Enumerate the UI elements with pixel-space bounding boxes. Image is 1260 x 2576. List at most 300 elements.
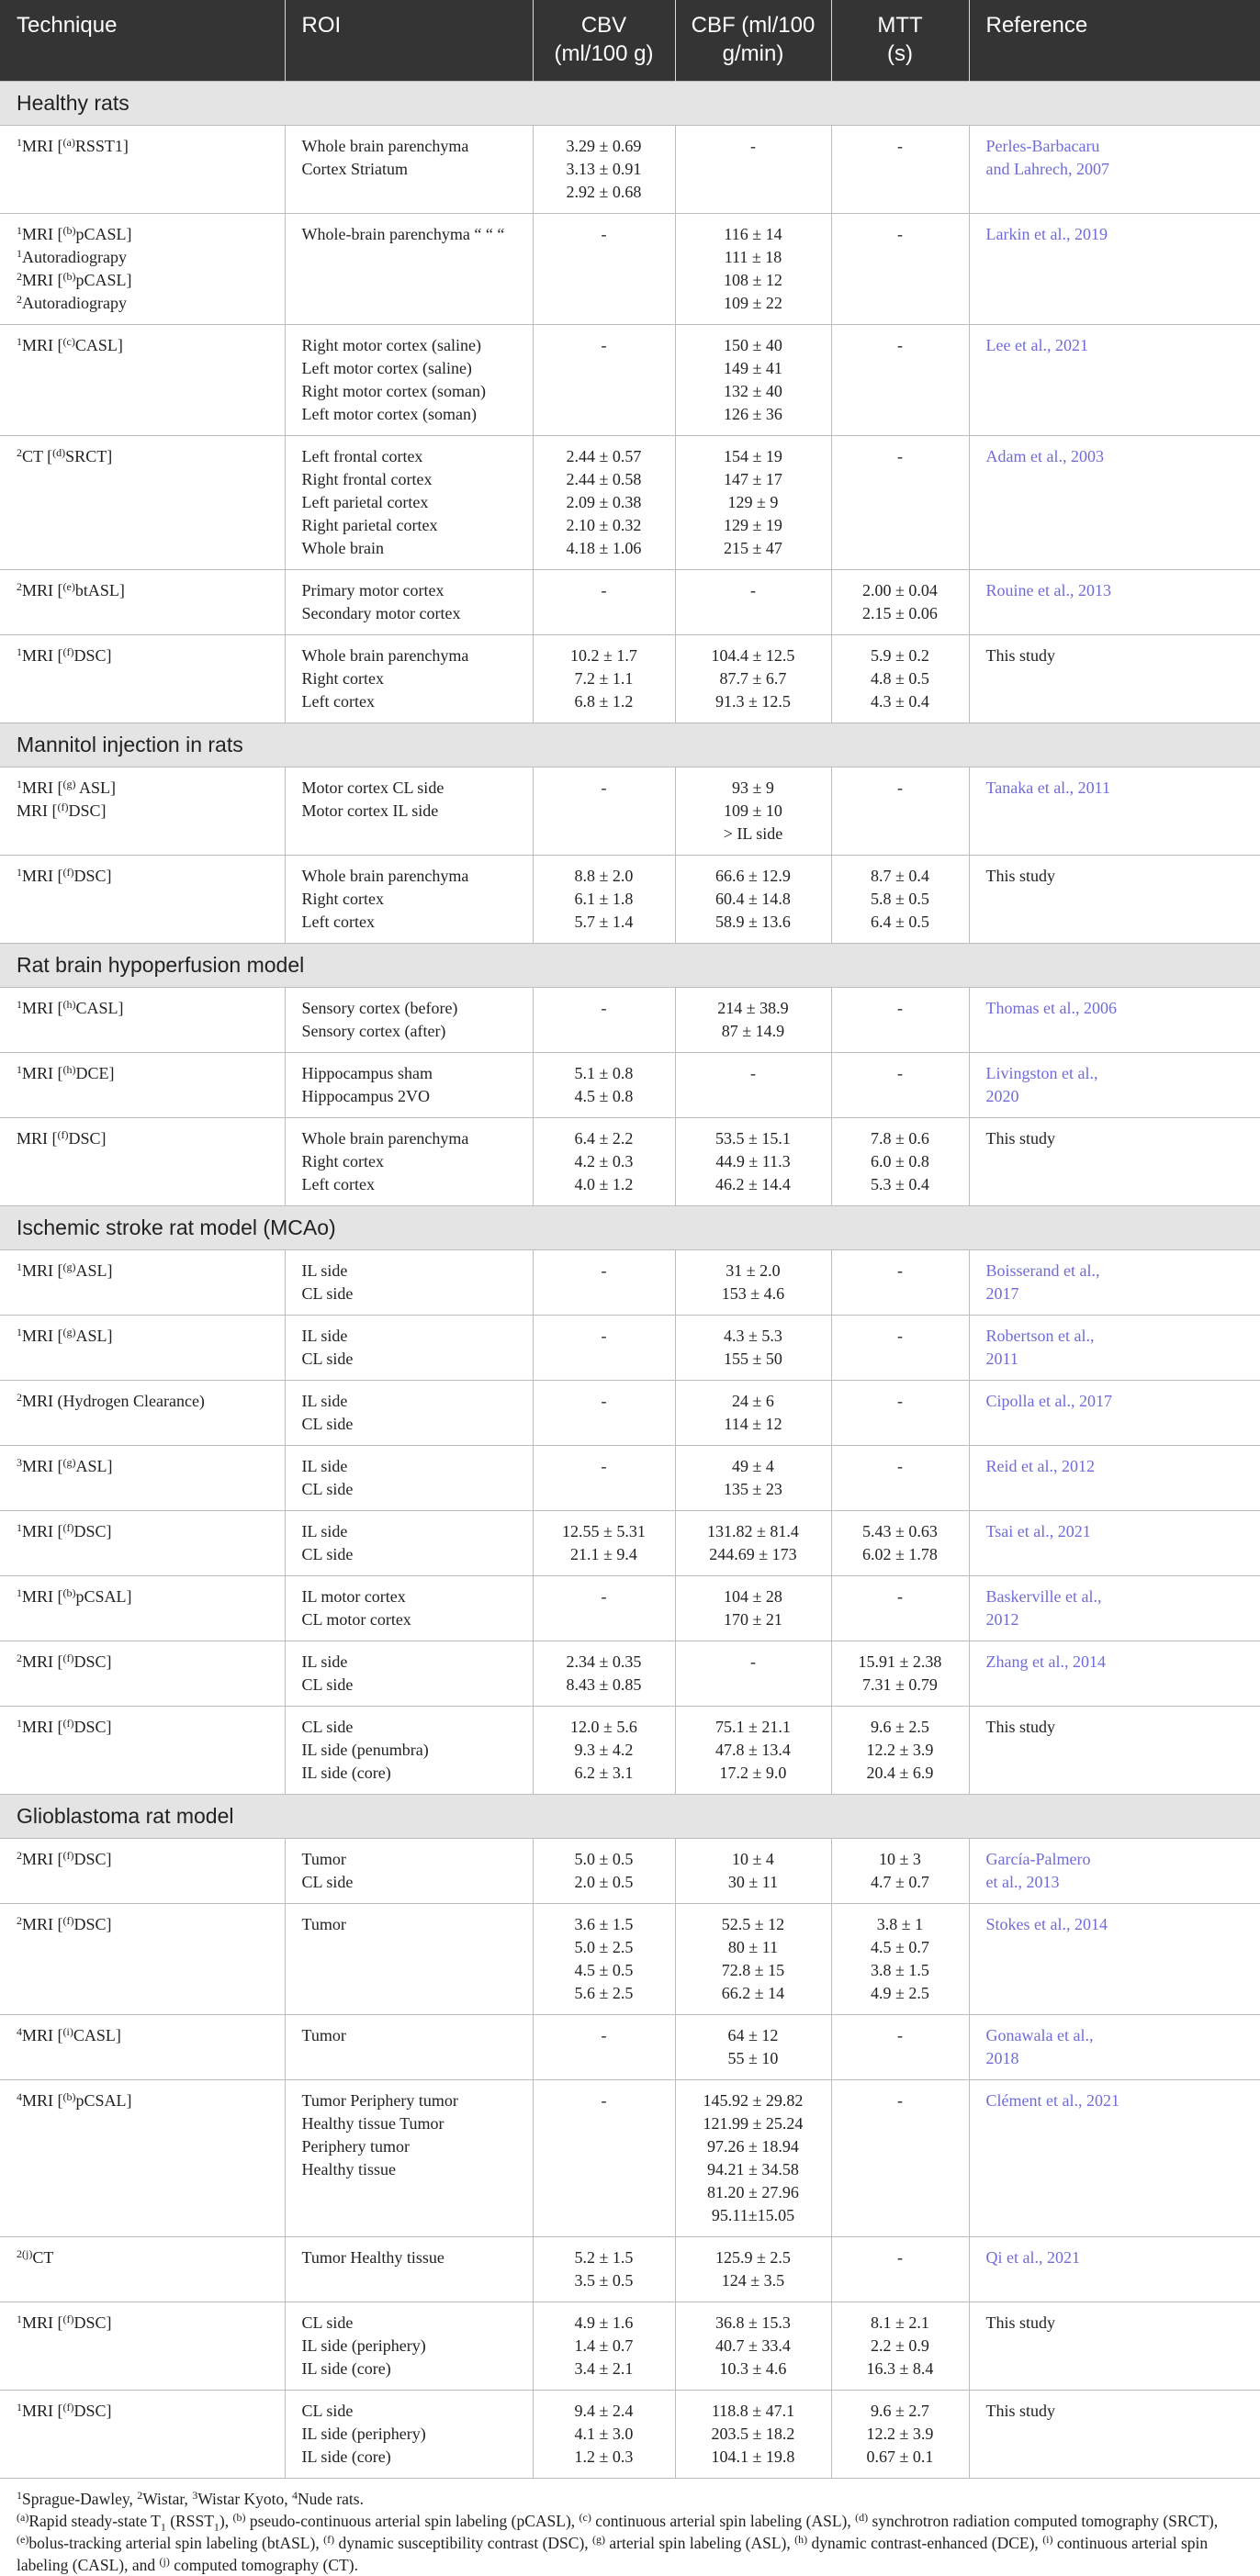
mtt-cell — [831, 1118, 969, 1206]
reference-line[interactable]: Cipolla et al., 2017 — [985, 1392, 1112, 1410]
technique-line — [17, 1260, 272, 1282]
technique-line — [17, 223, 272, 246]
reference-line[interactable]: Clément et al., 2021 — [985, 2091, 1119, 2110]
footnote-text: Nude rats. — [298, 2490, 364, 2508]
technique-cell — [0, 856, 285, 944]
footnote-text: Wistar, — [142, 2490, 193, 2508]
footnote-sub: 1 — [160, 2520, 166, 2534]
mtt-cell — [831, 635, 969, 723]
reference-line[interactable]: 2017 — [985, 1284, 1019, 1303]
technique-cell — [0, 767, 285, 856]
table-row — [0, 988, 1260, 1053]
table-row — [0, 436, 1260, 570]
technique-line — [17, 2312, 272, 2335]
table-row — [0, 1446, 1260, 1511]
cbf-value: 214 ± 38.9 — [717, 999, 789, 1017]
mtt-value: - — [897, 999, 903, 1017]
cbv-value: 4.5 ± 0.5 — [574, 1961, 634, 1979]
reference-cell — [969, 2237, 1260, 2302]
technique-text-2: DSC] — [73, 1850, 112, 1868]
mtt-value: - — [897, 225, 903, 243]
technique-line — [17, 1913, 272, 1936]
cbf-cell — [675, 2302, 831, 2391]
technique-cell — [0, 2080, 285, 2237]
footnote-sup: (e) — [17, 2533, 29, 2546]
cbv-value: 4.5 ± 0.8 — [574, 1087, 634, 1105]
reference-cell — [969, 1316, 1260, 1381]
reference-line[interactable]: Rouine et al., 2013 — [985, 581, 1111, 599]
reference-line[interactable]: 2018 — [985, 2049, 1019, 2067]
reference-line[interactable]: Stokes et al., 2014 — [985, 1915, 1108, 1933]
cbv-value: 21.1 ± 9.4 — [570, 1545, 637, 1563]
section-title: Mannitol injection in rats — [0, 723, 1260, 767]
cbv-value: - — [601, 1392, 607, 1410]
footnote-text: arterial spin labeling (ASL), — [605, 2534, 795, 2552]
roi-cell — [285, 856, 533, 944]
roi-line: Hippocampus sham — [301, 1064, 433, 1082]
technique-text-2: DSC] — [73, 2402, 112, 2420]
technique-text: MRI [ — [22, 1261, 63, 1280]
technique-text: MRI [ — [22, 2026, 63, 2044]
reference-line: This study — [985, 2313, 1056, 2332]
cbf-value: 46.2 ± 14.4 — [715, 1175, 791, 1193]
cbv-cell — [533, 2015, 675, 2080]
roi-line: CL side — [301, 1415, 354, 1433]
mtt-value: 7.31 ± 0.79 — [862, 1675, 938, 1694]
cbv-value: - — [601, 225, 607, 243]
cbv-cell — [533, 214, 675, 325]
method-sup: (i) — [62, 2025, 73, 2038]
technique-line — [17, 1455, 272, 1478]
reference-line[interactable]: Tsai et al., 2021 — [985, 1522, 1091, 1540]
technique-line — [17, 334, 272, 357]
footnote-sup: 2 — [137, 2489, 143, 2502]
header-cbf-unit: g/min) — [722, 41, 784, 66]
technique-line — [17, 1062, 272, 1085]
roi-line: IL side (periphery) — [301, 2425, 426, 2443]
mtt-cell — [831, 570, 969, 635]
reference-line: This study — [985, 2402, 1056, 2420]
roi-line: CL side — [301, 1284, 354, 1303]
technique-line — [17, 865, 272, 888]
technique-text: MRI [ — [22, 1522, 63, 1540]
cbv-cell — [533, 1641, 675, 1707]
cbf-cell — [675, 436, 831, 570]
technique-line — [17, 579, 272, 602]
mtt-value: 8.7 ± 0.4 — [871, 867, 929, 885]
method-sup: (b) — [62, 2090, 76, 2103]
roi-cell — [285, 1118, 533, 1206]
roi-cell — [285, 1707, 533, 1795]
reference-cell — [969, 2015, 1260, 2080]
technique-text: CT — [32, 2248, 54, 2267]
strain-sup: 1 — [17, 335, 22, 348]
roi-cell — [285, 1446, 533, 1511]
cbf-cell — [675, 1381, 831, 1446]
technique-line — [17, 1585, 272, 1608]
technique-text-2: CASL] — [74, 336, 123, 354]
reference-line[interactable]: et al., 2013 — [985, 1873, 1060, 1891]
table-row — [0, 214, 1260, 325]
reference-cell — [969, 1576, 1260, 1641]
reference-cell — [969, 767, 1260, 856]
roi-line: Whole brain parenchyma — [301, 137, 469, 155]
cbv-value: 9.4 ± 2.4 — [574, 2402, 634, 2420]
cbv-value: - — [601, 778, 607, 797]
technique-line — [17, 1325, 272, 1348]
technique-text-2: ASL] — [75, 778, 117, 797]
mtt-value: - — [897, 1457, 903, 1475]
cbf-value: 95.11±15.05 — [711, 2206, 795, 2224]
mtt-cell — [831, 2391, 969, 2479]
cbf-cell — [675, 856, 831, 944]
cbv-value: - — [601, 2026, 607, 2044]
mtt-cell — [831, 1053, 969, 1118]
technique-text: MRI [ — [22, 1587, 63, 1606]
reference-cell — [969, 436, 1260, 570]
technique-line — [17, 1716, 272, 1739]
cbv-value: 3.5 ± 0.5 — [574, 2271, 634, 2290]
cbf-cell — [675, 1576, 831, 1641]
technique-text-2: DSC] — [73, 2313, 112, 2332]
reference-cell — [969, 635, 1260, 723]
roi-line: Sensory cortex (before) — [301, 999, 458, 1017]
section-header-row — [0, 1795, 1260, 1839]
table-row — [0, 1707, 1260, 1795]
mtt-value: - — [897, 336, 903, 354]
section-title: Glioblastoma rat model — [0, 1795, 1260, 1839]
table-row — [0, 2015, 1260, 2080]
footnote-sup: (h) — [794, 2533, 808, 2546]
method-sup: (a) — [62, 136, 75, 149]
reference-line[interactable]: Thomas et al., 2006 — [985, 999, 1117, 1017]
reference-cell — [969, 1511, 1260, 1576]
cbf-value: 44.9 ± 11.3 — [715, 1152, 791, 1170]
mtt-value: 2.00 ± 0.04 — [862, 581, 938, 599]
reference-line[interactable]: 2012 — [985, 1610, 1019, 1629]
mtt-value: 16.3 ± 8.4 — [866, 2359, 934, 2378]
cbf-value: 55 ± 10 — [727, 2049, 779, 2067]
strain-sup: 1 — [17, 1717, 22, 1730]
cbf-cell — [675, 1511, 831, 1576]
footnote-text: synchrotron radiation computed tomography (SRCT), — [868, 2512, 1219, 2530]
roi-line: Right cortex — [301, 1152, 384, 1170]
cbv-value: - — [601, 1587, 607, 1606]
mtt-cell — [831, 436, 969, 570]
table-row — [0, 2080, 1260, 2237]
reference-line[interactable]: 2020 — [985, 1087, 1019, 1105]
mtt-value: 5.9 ± 0.2 — [871, 646, 929, 665]
roi-line: Tumor Healthy tissue — [301, 2248, 444, 2267]
table-row — [0, 856, 1260, 944]
roi-line: CL side — [301, 1675, 354, 1694]
technique-text: MRI [ — [22, 2402, 63, 2420]
mtt-value: - — [897, 1327, 903, 1345]
table-row — [0, 1904, 1260, 2015]
technique-text-2: DSC] — [73, 1652, 112, 1671]
table-row — [0, 1641, 1260, 1707]
strain-sup: 2 — [17, 293, 22, 306]
strain-sup: 1 — [17, 778, 22, 790]
strain-sup: 2(j) — [17, 2247, 33, 2260]
reference-line[interactable]: García-Palmero — [985, 1850, 1091, 1868]
table-row — [0, 1381, 1260, 1446]
roi-line: IL side — [301, 1457, 348, 1475]
reference-line[interactable]: Qi et al., 2021 — [985, 2248, 1080, 2267]
footnote-text: dynamic contrast-enhanced (DCE), — [807, 2534, 1043, 2552]
roi-cell — [285, 325, 533, 436]
technique-text-2: CASL] — [73, 2026, 121, 2044]
mtt-cell — [831, 126, 969, 214]
technique-cell — [0, 1904, 285, 2015]
technique-text: MRI [ — [22, 336, 63, 354]
technique-text: MRI [ — [22, 225, 63, 243]
reference-line[interactable]: Robertson et al., — [985, 1327, 1095, 1345]
method-sup: (f) — [62, 1521, 74, 1534]
mtt-cell — [831, 2237, 969, 2302]
cbf-value: 129 ± 19 — [724, 516, 782, 534]
cbv-cell — [533, 1381, 675, 1446]
cbv-value: 6.8 ± 1.2 — [574, 692, 634, 711]
cbv-cell — [533, 767, 675, 856]
roi-cell — [285, 126, 533, 214]
roi-line: Right frontal cortex — [301, 470, 433, 488]
cbv-value: 1.4 ± 0.7 — [574, 2336, 634, 2355]
roi-cell — [285, 1904, 533, 2015]
roi-line: Tumor Periphery tumor — [301, 2091, 458, 2110]
technique-cell — [0, 1446, 285, 1511]
cbf-value: 132 ± 40 — [724, 382, 782, 400]
cbv-value: 2.09 ± 0.38 — [566, 493, 642, 511]
footnote-text: computed tomography (CT). — [169, 2556, 358, 2574]
mtt-value: - — [897, 2026, 903, 2044]
roi-line: CL side — [301, 2313, 354, 2332]
footnote-text: ), — [219, 2512, 233, 2530]
cbf-value: 129 ± 9 — [727, 493, 779, 511]
strain-sup: 1 — [17, 1260, 22, 1273]
cbf-cell — [675, 767, 831, 856]
roi-line: IL side (periphery) — [301, 2336, 426, 2355]
mtt-value: - — [897, 778, 903, 797]
table-row — [0, 1118, 1260, 1206]
table-row — [0, 2302, 1260, 2391]
roi-line: Left cortex — [301, 692, 375, 711]
reference-cell — [969, 1446, 1260, 1511]
roi-line: Whole brain parenchyma — [301, 867, 469, 885]
strain-sup: 4 — [17, 2090, 22, 2103]
cbv-value: 5.0 ± 2.5 — [574, 1938, 634, 1956]
cbf-value: 4.3 ± 5.3 — [724, 1327, 782, 1345]
roi-line: Right motor cortex (saline) — [301, 336, 481, 354]
reference-cell — [969, 325, 1260, 436]
roi-line: Tumor — [301, 1850, 346, 1868]
technique-cell — [0, 2391, 285, 2479]
technique-text-2: RSST1] — [74, 137, 129, 155]
strain-sup: 2 — [17, 270, 22, 283]
roi-line: Left frontal cortex — [301, 447, 423, 465]
mtt-cell — [831, 214, 969, 325]
cbv-value: 5.2 ± 1.5 — [574, 2248, 634, 2267]
cbf-value: 244.69 ± 173 — [709, 1545, 797, 1563]
cbv-value: 3.13 ± 0.91 — [566, 160, 642, 178]
footnote-strains — [17, 2488, 1247, 2510]
mtt-value: 5.8 ± 0.5 — [871, 890, 929, 908]
cbv-value: 8.8 ± 2.0 — [574, 867, 634, 885]
reference-line[interactable]: Tanaka et al., 2011 — [985, 778, 1111, 797]
reference-cell — [969, 2302, 1260, 2391]
reference-cell — [969, 2080, 1260, 2237]
footnote-text: continuous arterial spin labeling (ASL), — [591, 2512, 856, 2530]
technique-line — [17, 644, 272, 667]
cbf-value: 203.5 ± 18.2 — [711, 2425, 795, 2443]
technique-cell — [0, 126, 285, 214]
header-mtt-line: MTT — [877, 13, 923, 38]
reference-line[interactable]: Larkin et al., 2019 — [985, 225, 1108, 243]
reference-line[interactable]: 2011 — [985, 1350, 1018, 1368]
roi-line: CL side — [301, 1350, 354, 1368]
footnote-abbrev-3 — [17, 2554, 1247, 2576]
footnote-text: continuous arterial spin — [1052, 2534, 1209, 2552]
technique-line — [17, 246, 272, 269]
reference-line[interactable]: Lee et al., 2021 — [985, 336, 1088, 354]
method-sup: (g) — [62, 1456, 76, 1469]
cbf-value: 154 ± 19 — [724, 447, 782, 465]
strain-sup: 2 — [17, 446, 22, 459]
reference-line[interactable]: Reid et al., 2012 — [985, 1457, 1095, 1475]
mtt-value: - — [897, 1261, 903, 1280]
footnote-sup: (d) — [855, 2511, 869, 2524]
table-row — [0, 2237, 1260, 2302]
mtt-value: 7.8 ± 0.6 — [871, 1129, 929, 1148]
roi-line: Periphery tumor — [301, 2137, 410, 2156]
reference-line[interactable]: Zhang et al., 2014 — [985, 1652, 1106, 1671]
technique-cell — [0, 1053, 285, 1118]
roi-cell — [285, 1250, 533, 1316]
reference-line[interactable]: Boisserand et al., — [985, 1261, 1100, 1280]
reference-cell — [969, 1707, 1260, 1795]
mtt-cell — [831, 1381, 969, 1446]
cbf-value: 125.9 ± 2.5 — [715, 2248, 791, 2267]
cbv-value: 2.92 ± 0.68 — [566, 183, 642, 201]
reference-cell — [969, 988, 1260, 1053]
reference-line[interactable]: Perles-Barbacaru — [985, 137, 1100, 155]
reference-cell — [969, 2391, 1260, 2479]
method-sup: (f) — [62, 1652, 74, 1664]
technique-text-2: DSC] — [73, 1915, 112, 1933]
cbv-cell — [533, 2080, 675, 2237]
technique-line — [17, 2246, 272, 2269]
strain-sup: 2 — [17, 1652, 22, 1664]
mtt-value: 8.1 ± 2.1 — [871, 2313, 929, 2332]
method-sup: (b) — [62, 224, 76, 237]
roi-line: Left cortex — [301, 913, 375, 931]
cbv-cell — [533, 1839, 675, 1904]
cbf-value: 147 ± 17 — [724, 470, 782, 488]
technique-line — [17, 777, 272, 800]
method-sup: (f) — [62, 1914, 74, 1927]
cbv-value: - — [601, 1457, 607, 1475]
technique-cell — [0, 1707, 285, 1795]
technique-text: MRI [ — [17, 1129, 58, 1148]
cbf-value: 87 ± 14.9 — [721, 1022, 785, 1040]
reference-line: This study — [985, 646, 1056, 665]
reference-cell — [969, 1641, 1260, 1707]
technique-text: MRI [ — [22, 999, 63, 1017]
cbv-value: 4.9 ± 1.6 — [574, 2313, 634, 2332]
footnote-text: Sprague-Dawley, — [22, 2490, 138, 2508]
cbf-value: - — [750, 137, 756, 155]
roi-line: IL side (core) — [301, 1764, 391, 1782]
technique-text: MRI [ — [22, 581, 63, 599]
reference-line[interactable]: Baskerville et al., — [985, 1587, 1102, 1606]
cbf-value: - — [750, 1652, 756, 1671]
roi-line: Healthy tissue Tumor — [301, 2114, 444, 2133]
cbf-value: 145.92 ± 29.82 — [703, 2091, 804, 2110]
strain-sup: 2 — [17, 1391, 22, 1404]
mtt-value: 20.4 ± 6.9 — [866, 1764, 934, 1782]
technique-cell — [0, 1576, 285, 1641]
reference-line[interactable]: and Lahrech, 2007 — [985, 160, 1109, 178]
reference-line: This study — [985, 867, 1056, 885]
cbv-value: 2.34 ± 0.35 — [566, 1652, 642, 1671]
table-row — [0, 1511, 1260, 1576]
reference-line[interactable]: Adam et al., 2003 — [985, 447, 1104, 465]
technique-text: MRI [ — [22, 1064, 63, 1082]
cbf-value: 114 ± 12 — [724, 1415, 782, 1433]
technique-text: MRI [ — [22, 1652, 63, 1671]
cbf-value: 149 ± 41 — [724, 359, 782, 377]
strain-sup: 1 — [17, 224, 22, 237]
mtt-cell — [831, 1446, 969, 1511]
mtt-cell — [831, 2015, 969, 2080]
technique-cell — [0, 1839, 285, 1904]
mtt-value: 4.3 ± 0.4 — [871, 692, 929, 711]
cbv-cell — [533, 1250, 675, 1316]
mtt-value: - — [897, 2091, 903, 2110]
cbv-value: 6.4 ± 2.2 — [574, 1129, 634, 1148]
roi-cell — [285, 988, 533, 1053]
roi-line: Right cortex — [301, 669, 384, 688]
cbf-cell — [675, 1641, 831, 1707]
technique-text: MRI [ — [22, 2313, 63, 2332]
mtt-value: 6.0 ± 0.8 — [871, 1152, 929, 1170]
cbf-value: 64 ± 12 — [727, 2026, 779, 2044]
header-reference: Reference — [969, 0, 1260, 82]
cbv-value: 2.10 ± 0.32 — [566, 516, 642, 534]
technique-cell — [0, 1641, 285, 1707]
mtt-value: 6.4 ± 0.5 — [871, 913, 929, 931]
cbv-value: - — [601, 999, 607, 1017]
technique-line — [17, 292, 272, 315]
reference-line[interactable]: Gonawala et al., — [985, 2026, 1094, 2044]
reference-line[interactable]: Livingston et al., — [985, 1064, 1098, 1082]
cbv-value: 2.0 ± 0.5 — [574, 1873, 634, 1891]
roi-line: CL side — [301, 1480, 354, 1498]
table-row — [0, 126, 1260, 214]
cbv-value: 12.0 ± 5.6 — [570, 1718, 637, 1736]
mtt-value: - — [897, 1392, 903, 1410]
technique-line — [17, 269, 272, 292]
roi-line: CL side — [301, 1545, 354, 1563]
reference-cell — [969, 856, 1260, 944]
roi-line: IL motor cortex — [301, 1587, 406, 1606]
cbf-cell — [675, 214, 831, 325]
roi-line: Healthy tissue — [301, 2160, 396, 2178]
cbf-cell — [675, 1904, 831, 2015]
mtt-value: 4.9 ± 2.5 — [871, 1984, 929, 2002]
cbv-cell — [533, 436, 675, 570]
mtt-cell — [831, 1904, 969, 2015]
